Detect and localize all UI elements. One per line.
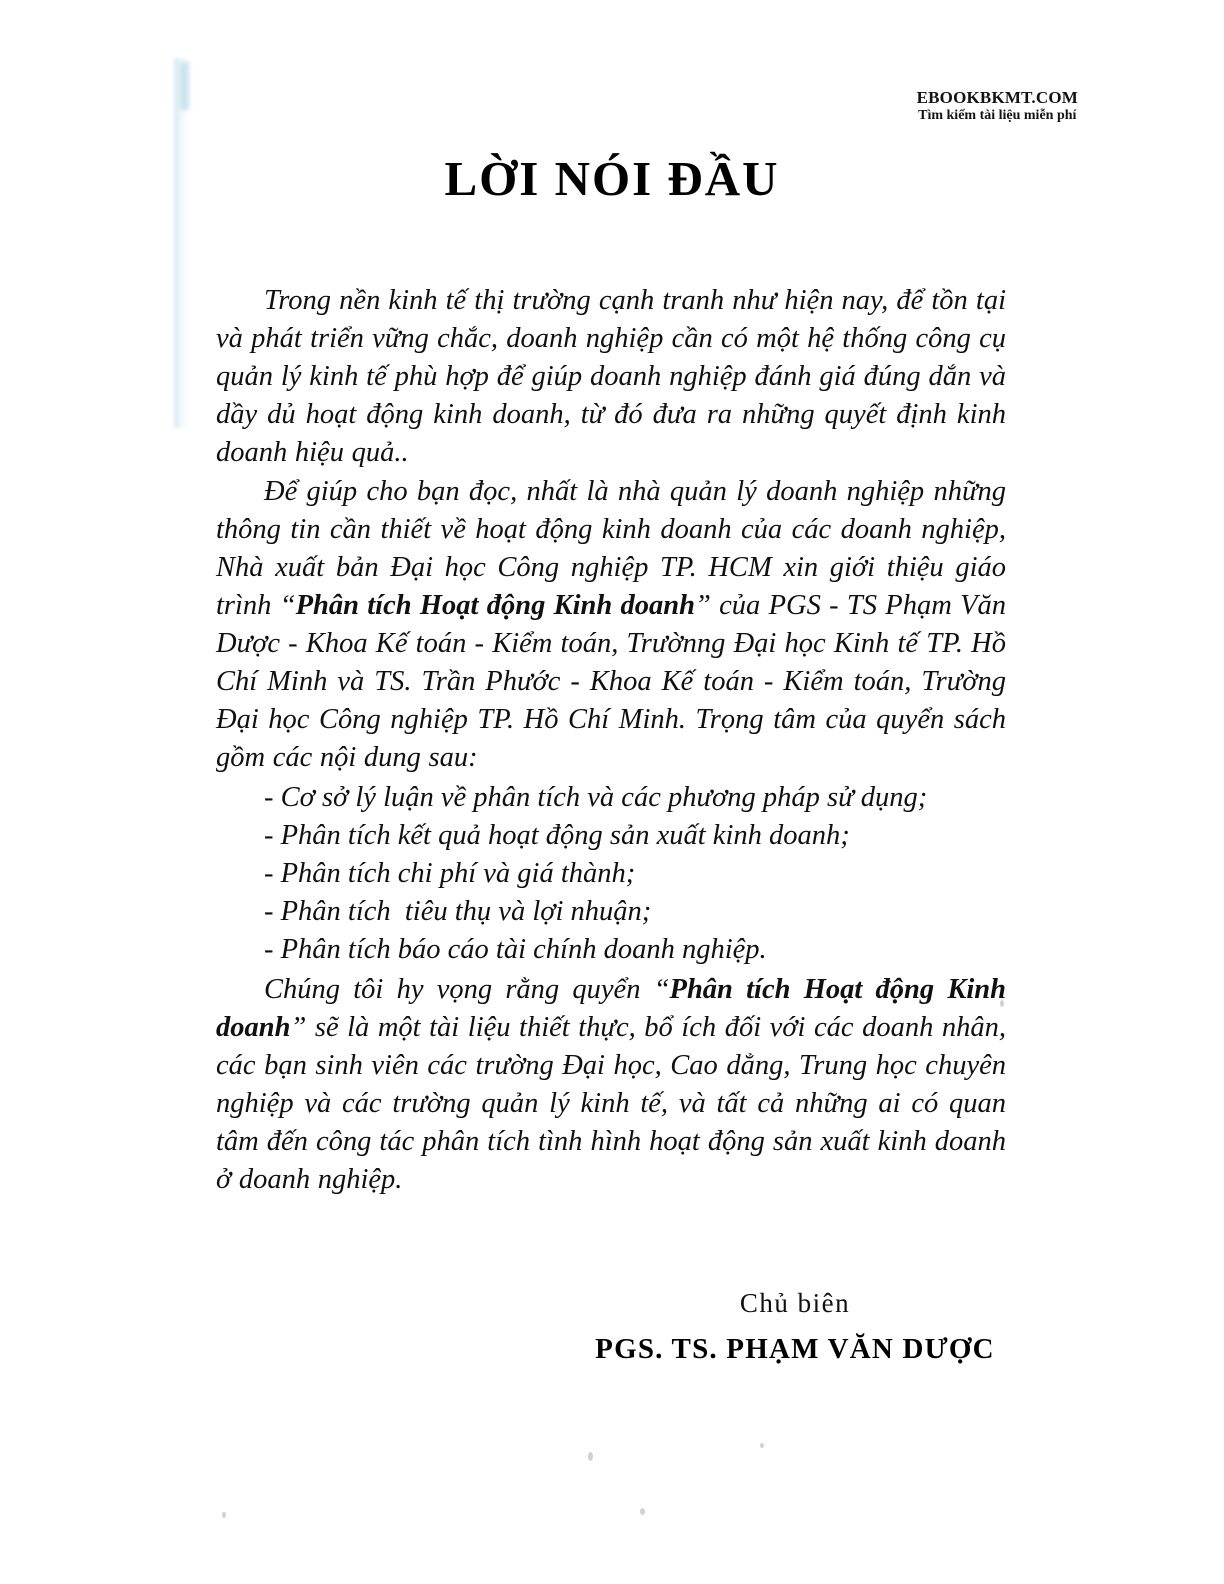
paragraph-3-tail: ” sẽ là một tài liệu thiết thực, bổ ích đối với các doanh nhân, các bạn sinh viên các trường Đại học, Cao dẳng, Trung học chuyên nghiệp và các trường quản lý kinh tế, và tất cả những ai có quan tâm đến công tác phân tích tình hình hoạt động sản xuất kinh doanh ở doanh nghiệp. xyxy=(216,1012,1006,1195)
signature-name: PGS. TS. PHẠM VĂN DƯỢC xyxy=(595,1333,995,1365)
watermark xyxy=(917,88,1078,124)
paragraph-2-tail: ” của PGS - TS Phạm Văn Dược - Khoa Kế toán - Kiểm toán, Trườnng Đại học Kinh tế TP. Hồ Chí Minh và TS. Trần Phước - Khoa Kế toán - Kiểm toán, Trường Đại học Công nghiệp TP. Hồ Chí Minh. Trọng tâm của quyển sách gồm các nội dung sau: xyxy=(216,590,1007,773)
paragraph-2 xyxy=(216,473,1006,777)
list-item: - Phân tích kết quả hoạt động sản xuất kinh doanh; xyxy=(264,820,850,851)
scan-speck xyxy=(640,1508,645,1515)
scan-edge-artifact xyxy=(174,58,190,428)
list-item: - Cơ sở lý luận về phân tích và các phương pháp sử dụng; xyxy=(264,782,928,813)
scan-edge-artifact-dark xyxy=(180,62,189,110)
paragraph-3-lead: Chúng tôi hy vọng rằng quyển “ xyxy=(264,974,670,1005)
book-title-reference: Phân tích Hoạt động Kinh doanh xyxy=(216,974,1006,1043)
list-item: - Phân tích chi phí và giá thành; xyxy=(264,858,636,889)
page-title: LỜI NÓI ĐẦU xyxy=(444,151,780,206)
paragraph-3 xyxy=(216,971,1006,1199)
watermark-domain: EBOOKBKMT.COM xyxy=(916,88,1078,107)
paragraph-2-lead: Để giúp cho bạn đọc, nhất là nhà quản lý doanh nghiệp những thông tin cần thiết về hoạt động kinh doanh của các doanh nghiệp, Nhà xuất bản Đại học Công nghiệp TP. HCM xin giới thiệu giáo trình “ xyxy=(216,476,1006,621)
body-text-block xyxy=(216,282,1006,1199)
scan-speck xyxy=(760,1443,764,1448)
contents-list xyxy=(216,779,1006,969)
list-item: - Phân tích báo cáo tài chính doanh nghiệp. xyxy=(264,934,767,965)
paragraph-1: Trong nền kinh tế thị trường cạnh tranh như hiện nay, để tồn tại và phát triển vững chắc, doanh nghiệp cần có một hệ thống công cụ quản lý kinh tế phù hợp để giúp doanh nghiệp đánh giá đúng dắn và dầy dủ hoạt động kinh doanh, từ đó đưa ra những quyết định kinh doanh hiệu quả.. xyxy=(216,285,1006,468)
scan-speck xyxy=(588,1452,593,1461)
signature-block xyxy=(560,1288,1030,1366)
signature-role: Chủ biên xyxy=(739,1288,851,1318)
list-item: - Phân tích tiêu thụ và lợi nhuận; xyxy=(264,896,652,927)
watermark-tagline: Tìm kiếm tài liệu miễn phí xyxy=(918,108,1077,124)
book-title-reference: Phân tích Hoạt động Kinh doanh xyxy=(295,590,696,621)
scan-speck xyxy=(222,1512,226,1518)
